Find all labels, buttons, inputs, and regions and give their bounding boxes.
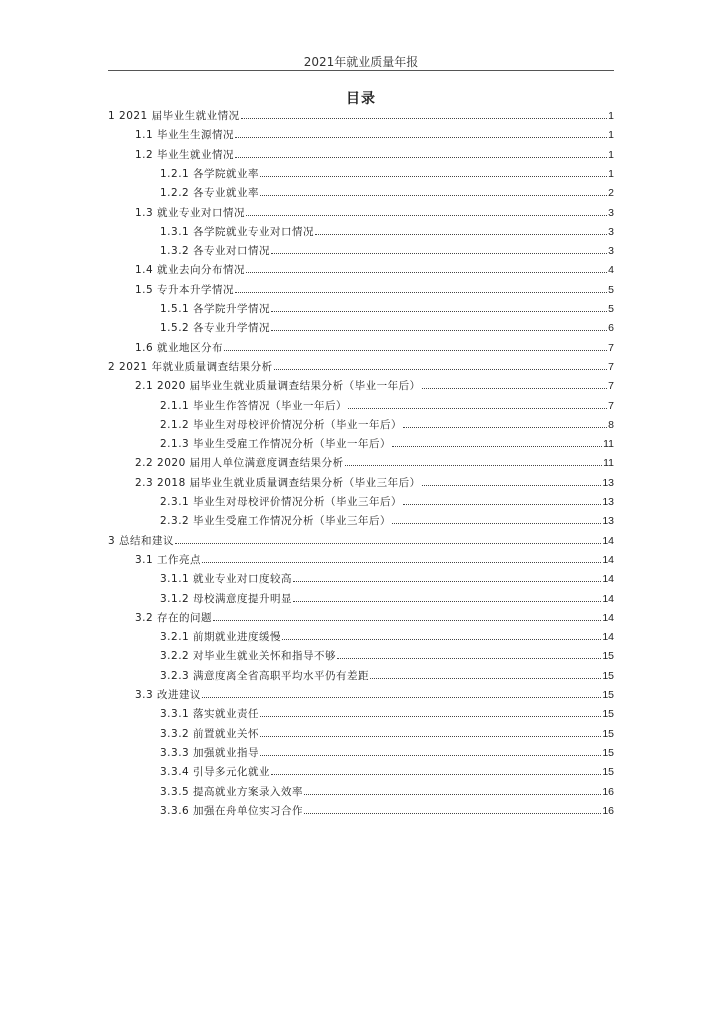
toc-page-number: 15 [602,689,614,701]
toc-entry[interactable] [135,455,614,474]
toc-page-number: 14 [602,611,614,624]
toc-dot-leader [202,696,601,698]
header-rule [108,70,614,71]
toc-page-number: 7 [608,341,614,354]
toc-entry[interactable] [160,301,614,320]
toc-entry[interactable] [160,436,614,455]
toc-entry[interactable] [160,668,614,687]
toc-entry[interactable] [160,494,614,513]
running-header: 2021年就业质量年报 [303,55,419,69]
toc-entry[interactable] [108,108,614,127]
toc-entry[interactable] [160,224,614,243]
toc-entry-label: 1.3.2 各专业对口情况 [160,245,271,258]
toc-entry-label: 1 2021 届毕业生就业情况 [108,110,240,122]
toc-entry[interactable] [135,282,614,301]
toc-dot-leader [241,117,608,119]
toc-dot-leader [392,445,602,447]
toc-entry-label: 3.1.2 母校满意度提升明显 [160,592,293,605]
toc-title: 目录 [346,91,376,107]
toc-entry-label: 1.2.1 各学院就业率 [160,167,260,180]
toc-dot-leader [260,715,601,717]
toc-entry[interactable] [160,784,614,803]
toc-entry-label: 1.4 就业去向分布情况 [135,264,246,277]
toc-page-number: 15 [602,727,614,740]
toc-page-number: 15 [602,708,614,721]
toc-page-number: 11 [603,438,614,451]
toc-page-number: 15 [602,650,614,663]
toc-dot-leader [304,793,601,795]
toc-dot-leader [293,600,601,602]
toc-entry-label: 2.3.2 毕业生受雇工作情况分析（毕业三年后） [160,515,392,528]
toc-dot-leader [260,754,601,756]
toc-entry-label: 3.3.5 提高就业方案录入效率 [160,785,304,798]
toc-entry-label: 3.3 改进建议 [135,689,202,701]
toc-entry-label: 2.1.3 毕业生受雇工作情况分析（毕业一年后） [160,438,392,451]
toc-entry[interactable] [160,243,614,262]
toc-entry[interactable] [160,571,614,590]
toc-page-number: 7 [608,380,614,393]
toc-dot-leader [271,252,607,254]
toc-entry[interactable] [160,185,614,204]
toc-entry[interactable] [135,205,614,224]
toc-entry-label: 3.3.3 加强就业指导 [160,746,260,759]
toc-page-number: 8 [608,418,614,431]
toc-page-number: 14 [602,534,614,547]
toc-page-number: 14 [602,631,614,644]
toc-entry-label: 3.3.2 前置就业关怀 [160,727,260,740]
toc-entry[interactable] [135,262,614,281]
toc-page-number: 4 [608,264,614,277]
toc-entry[interactable] [108,533,614,552]
toc-dot-leader [213,619,601,621]
toc-dot-leader [246,271,607,273]
toc-page-number: 15 [602,746,614,759]
toc-dot-leader [422,484,602,486]
toc-page-number: 16 [602,785,614,798]
toc-page-number: 1 [608,110,614,122]
toc-entry-label: 3.1.1 就业专业对口度较高 [160,573,293,586]
toc-entry-label: 3.2 存在的问题 [135,611,213,624]
toc-entry[interactable] [160,726,614,745]
toc-entry[interactable] [160,706,614,725]
toc-page-number: 3 [608,245,614,258]
toc-dot-leader [235,156,607,158]
toc-entry-label: 3.2.2 对毕业生就业关怀和指导不够 [160,650,337,663]
toc-entry[interactable] [160,648,614,667]
toc-entry[interactable] [160,745,614,764]
toc-page-number: 15 [602,766,614,779]
toc-dot-leader [370,677,601,679]
toc-entry-label: 2.1 2020 届毕业生就业质量调查结果分析（毕业一年后） [135,380,421,393]
toc-dot-leader [392,522,601,524]
toc-dot-leader [175,542,601,544]
toc-page-number: 7 [608,360,614,373]
toc-dot-leader [274,368,608,370]
toc-entry-label: 3.3.1 落实就业责任 [160,708,260,721]
toc-dot-leader [422,387,608,389]
toc-page-number: 5 [608,283,614,296]
toc-entry[interactable] [160,629,614,648]
toc-entry-label: 1.1 毕业生生源情况 [135,129,235,142]
toc-dot-leader [403,426,607,428]
toc-dot-leader [271,310,607,312]
toc-dot-leader [260,735,601,737]
toc-entry[interactable] [160,166,614,185]
toc-page-number: 16 [602,804,614,817]
toc-page-number: 3 [608,225,614,238]
toc-entry[interactable] [160,398,614,417]
toc-entry-label: 2 2021 年就业质量调查结果分析 [108,360,273,373]
toc-entry-label: 1.2.2 各专业就业率 [160,187,260,200]
toc-page-number: 5 [608,303,614,315]
toc-entry[interactable] [135,340,614,359]
toc-page-number: 1 [608,167,614,180]
toc-entry-label: 2.3 2018 届毕业生就业质量调查结果分析（毕业三年后） [135,476,421,489]
toc-dot-leader [224,349,607,351]
toc-entry[interactable] [135,552,614,571]
toc-entry[interactable] [108,359,614,378]
toc-entry[interactable] [160,803,614,822]
toc-entry-label: 1.3.1 各学院就业专业对口情况 [160,225,315,238]
toc-entry-label: 2.1.1 毕业生作答情况（毕业一年后） [160,399,348,412]
toc-entry-label: 3.1 工作亮点 [135,553,202,566]
toc-entry-label: 3.2.3 满意度离全省高职平均水平仍有差距 [160,669,370,682]
toc-dot-leader [260,175,607,177]
toc-dot-leader [271,773,601,775]
toc-page-number: 1 [608,129,614,142]
toc-page-number: 1 [608,148,614,161]
toc-entry-label: 2.2 2020 届用人单位满意度调查结果分析 [135,457,344,470]
toc-entry[interactable] [135,127,614,146]
toc-page-number: 15 [602,669,614,682]
toc-page-number: 13 [602,476,614,489]
toc-entry[interactable] [160,513,614,532]
toc-dot-leader [304,812,601,814]
toc-entry-label: 1.2 毕业生就业情况 [135,148,235,161]
toc-dot-leader [271,329,607,331]
toc-dot-leader [202,561,601,563]
toc-entry[interactable] [135,378,614,397]
toc-entry[interactable] [160,764,614,783]
toc-entry-label: 1.5.2 各专业升学情况 [160,322,271,335]
toc-entry-label: 2.3.1 毕业生对母校评价情况分析（毕业三年后） [160,496,403,508]
toc-entry[interactable] [135,147,614,166]
toc-dot-leader [246,214,607,216]
toc-entry-label: 1.5.1 各学院升学情况 [160,303,271,315]
toc-entry-label: 3.3.6 加强在舟单位实习合作 [160,804,304,817]
toc-entry[interactable] [160,417,614,436]
toc-dot-leader [337,657,601,659]
toc-page-number: 14 [602,553,614,566]
toc-entry[interactable] [160,320,614,339]
toc-page-number: 14 [602,592,614,605]
toc-dot-leader [348,407,607,409]
toc-dot-leader [315,233,607,235]
toc-dot-leader [260,194,607,196]
toc-entry-label: 2.1.2 毕业生对母校评价情况分析（毕业一年后） [160,418,403,431]
toc-page-number: 13 [602,496,614,508]
toc-page-number: 14 [602,573,614,586]
toc-dot-leader [235,291,607,293]
toc-dot-leader [235,136,607,138]
toc-page-number: 11 [603,457,614,470]
toc-dot-leader [282,638,601,640]
toc-page-number: 7 [608,399,614,412]
toc-entry-label: 1.5 专升本升学情况 [135,283,235,296]
toc-dot-leader [345,464,602,466]
toc-entry-label: 1.6 就业地区分布 [135,341,224,354]
toc-page-number: 2 [608,187,614,200]
toc-entry-label: 3 总结和建议 [108,534,175,547]
toc-entry-label: 3.2.1 前期就业进度缓慢 [160,631,282,644]
toc-entry[interactable] [160,591,614,610]
toc-entry-label: 3.3.4 引导多元化就业 [160,766,271,779]
toc-entry[interactable] [135,610,614,629]
toc-page-number: 3 [608,206,614,219]
toc-dot-leader [403,503,601,505]
toc-page-number: 6 [608,322,614,335]
toc-entry-label: 1.3 就业专业对口情况 [135,206,246,219]
toc-dot-leader [293,580,601,582]
toc-entry[interactable] [135,687,614,706]
toc-entry[interactable] [135,475,614,494]
toc-page-number: 13 [602,515,614,528]
